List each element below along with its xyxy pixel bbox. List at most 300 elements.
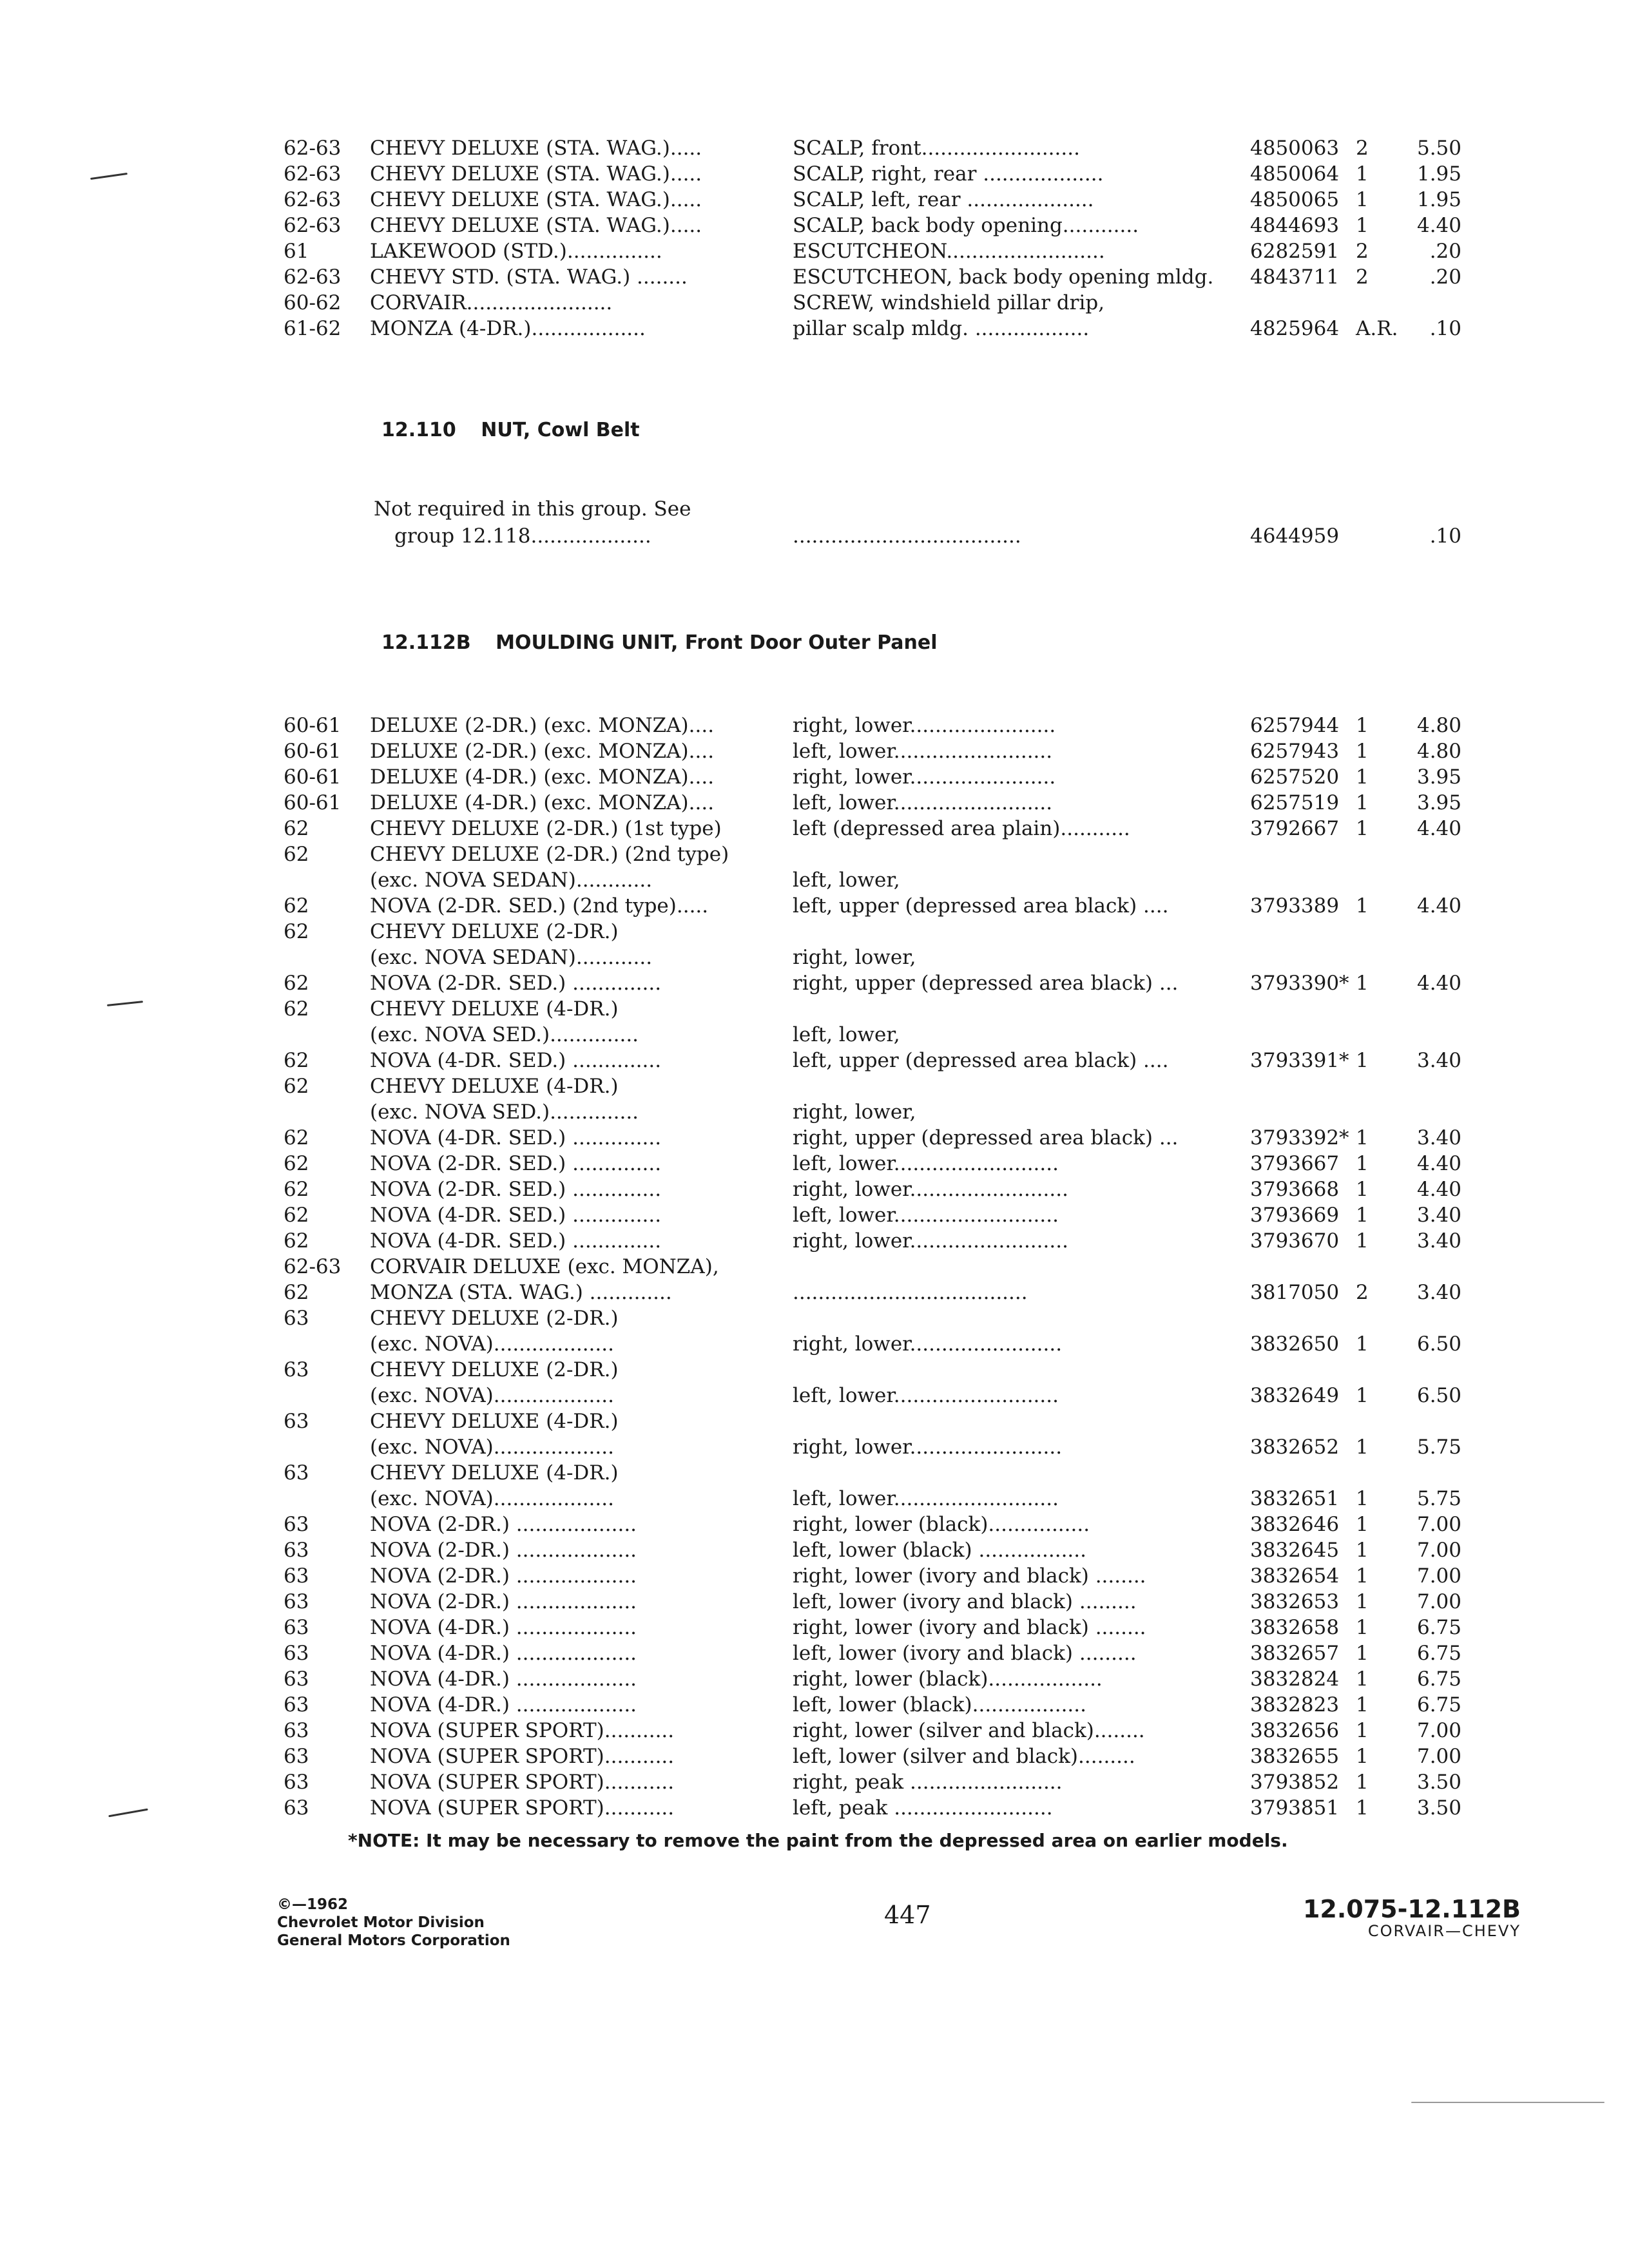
model-cell: DELUXE (4-DR.) (exc. MONZA).... [370,765,715,789]
quantity-cell: 2 [1356,240,1369,263]
model-cell: NOVA (SUPER SPORT)........... [370,1796,675,1820]
part-number-cell: 6257943 [1250,740,1340,763]
model-cell: MONZA (STA. WAG.) ............. [370,1281,672,1304]
price-cell: 6.75 [1416,1642,1461,1665]
model-cell: NOVA (SUPER SPORT)........... [370,1719,675,1742]
table-row [0,1305,1629,1331]
year-cell: 62-63 [284,162,342,186]
model-cell: DELUXE (2-DR.) (exc. MONZA).... [370,714,715,737]
quantity-cell: 1 [1356,1667,1369,1691]
model-cell: NOVA (2-DR.) ................... [370,1513,637,1536]
description-cell: ESCUTCHEON......................... [793,240,1105,263]
description-cell: left, lower......................... [793,740,1053,763]
year-cell: 60-61 [284,791,342,814]
part-number-cell: 4850064 [1250,162,1340,186]
description-cell: SCREW, windshield pillar drip, [793,291,1105,314]
part-number-cell: 3832646 [1250,1513,1340,1536]
table-row [0,841,1629,867]
year-cell: 62 [284,972,309,995]
year-cell: 60-61 [284,714,342,737]
part-number-cell: 3793669 [1250,1204,1340,1227]
description-cell: right, lower......................... [793,1229,1068,1253]
table-row [0,1331,1629,1357]
series-name: CORVAIR—CHEVY [1367,1922,1521,1940]
table-row [0,161,1629,187]
part-number-cell: 3793391* [1250,1049,1349,1072]
model-cell: CHEVY DELUXE (4-DR.) [370,1461,619,1485]
description-cell: left, upper (depressed area black) .... [793,1049,1169,1072]
year-cell: 62 [284,817,309,840]
year-cell: 62 [284,1152,309,1175]
section-number: 12.110 [381,419,456,441]
table-row [0,1795,1629,1821]
table-row [0,738,1629,764]
year-cell: 63 [284,1667,309,1691]
model-cell: CORVAIR....................... [370,291,613,314]
model-cell: NOVA (4-DR. SED.) .............. [370,1049,662,1072]
description-cell: SCALP, back body opening............ [793,214,1139,237]
year-cell: 62 [284,1049,309,1072]
part-number-cell: 6257519 [1250,791,1340,814]
model-cell: (exc. NOVA)................... [370,1332,614,1356]
year-cell: 63 [284,1693,309,1716]
part-number-cell: 4825964 [1250,317,1340,340]
model-cell: CHEVY DELUXE (2-DR.) (2nd type) [370,843,729,866]
price-cell: .10 [1429,317,1461,340]
description-cell: right, peak ........................ [793,1771,1063,1794]
quantity-cell: 1 [1356,1204,1369,1227]
model-cell: NOVA (2-DR.) ................... [370,1539,637,1562]
description-cell: SCALP, front......................... [793,137,1080,160]
table-row [0,1125,1629,1151]
table-row [0,1048,1629,1073]
part-number-cell: 3832658 [1250,1616,1340,1639]
price-cell: 3.40 [1416,1126,1461,1149]
model-cell: DELUXE (4-DR.) (exc. MONZA).... [370,791,715,814]
description-cell: left, lower (black).................. [793,1693,1086,1716]
year-cell: 60-61 [284,740,342,763]
price-cell: 4.40 [1416,972,1461,995]
description-cell: left, lower (black) ................. [793,1539,1086,1562]
quantity-cell: 1 [1356,1539,1369,1562]
table-row [0,945,1629,970]
description-cell: right, upper (depressed area black) ... [793,972,1179,995]
description-cell: left, upper (depressed area black) .... [793,894,1169,918]
table-row [0,764,1629,790]
description-cell: left, lower.......................... [793,1152,1059,1175]
table-row [0,1769,1629,1795]
table-row [0,996,1629,1022]
price-cell: 6.50 [1416,1384,1461,1407]
price-cell: 7.00 [1416,1719,1461,1742]
table-row [0,1357,1629,1383]
model-cell: CHEVY DELUXE (2-DR.) (1st type) [370,817,722,840]
quantity-cell: 1 [1356,1745,1369,1768]
description-cell: right, lower........................ [793,1332,1063,1356]
description-cell: left, lower (silver and black)......... [793,1745,1135,1768]
part-price: .10 [1429,524,1461,548]
part-number-cell: 3793667 [1250,1152,1340,1175]
table-row [0,1177,1629,1202]
year-cell: 62 [284,1075,309,1098]
model-cell: (exc. NOVA)................... [370,1436,614,1459]
quantity-cell: 1 [1356,1513,1369,1536]
table-row [0,1666,1629,1692]
part-number-cell: 3832650 [1250,1332,1340,1356]
model-cell: CHEVY DELUXE (2-DR.) [370,1307,619,1330]
price-cell: .20 [1429,265,1461,289]
model-cell: NOVA (4-DR.) ................... [370,1616,637,1639]
part-number-cell: 3793390* [1250,972,1349,995]
quantity-cell: 2 [1356,1281,1369,1304]
model-cell: NOVA (SUPER SPORT)........... [370,1771,675,1794]
model-cell: NOVA (2-DR. SED.) (2nd type)..... [370,894,709,918]
description-cell: ESCUTCHEON, back body opening mldg. [793,265,1214,289]
model-cell: CHEVY DELUXE (STA. WAG.)..... [370,188,702,211]
year-cell: 62 [284,997,309,1021]
model-cell: CHEVY DELUXE (4-DR.) [370,1410,619,1433]
model-cell: CHEVY STD. (STA. WAG.) ........ [370,265,688,289]
section-number: 12.112B [381,631,471,654]
year-cell: 61 [284,240,309,263]
table-row [0,1460,1629,1486]
description-cell: right, lower (ivory and black) ........ [793,1616,1146,1639]
table-row [0,1589,1629,1615]
table-row [0,1151,1629,1177]
table-row [0,1434,1629,1460]
table-row [0,187,1629,213]
model-cell: NOVA (2-DR.) ................... [370,1564,637,1588]
model-cell: CHEVY DELUXE (2-DR.) [370,1358,619,1381]
year-cell: 62 [284,1281,309,1304]
price-cell: 4.40 [1416,1152,1461,1175]
footer-group-info [1303,1896,1521,1939]
model-cell: NOVA (SUPER SPORT)........... [370,1745,675,1768]
quantity-cell: 1 [1356,1771,1369,1794]
footnote: *NOTE: It may be necessary to remove the paint from the depressed area on earlier models. [348,1830,1288,1851]
copyright-text: ©—1962 [277,1896,349,1913]
part-number-cell: 3832645 [1250,1539,1340,1562]
year-cell: 63 [284,1513,309,1536]
part-number-cell: 3832654 [1250,1564,1340,1588]
description-cell: right, lower......................... [793,1178,1068,1201]
table-row [0,1718,1629,1744]
year-cell: 62-63 [284,137,342,160]
table-row [0,1073,1629,1099]
year-cell: 63 [284,1539,309,1562]
description-cell: left, lower (ivory and black) ......... [793,1642,1137,1665]
model-cell: CHEVY DELUXE (STA. WAG.)..... [370,137,702,160]
price-cell: 4.40 [1416,817,1461,840]
year-cell: 63 [284,1358,309,1381]
group-note-line-2: group 12.118................... [394,524,651,548]
part-number-cell: 3817050 [1250,1281,1340,1304]
section-heading-cowl-belt-nut [381,419,640,441]
model-cell: (exc. NOVA SED.).............. [370,1100,639,1124]
model-cell: NOVA (4-DR.) ................... [370,1642,637,1665]
price-cell: 3.95 [1416,791,1461,814]
year-cell: 62 [284,843,309,866]
description-cell: pillar scalp mldg. .................. [793,317,1090,340]
table-row [0,213,1629,238]
year-cell: 62 [284,1178,309,1201]
part-number-cell: 4844693 [1250,214,1340,237]
part-number-cell: 3793392* [1250,1126,1349,1149]
year-cell: 62 [284,894,309,918]
quantity-cell: 1 [1356,1332,1369,1356]
year-cell: 62-63 [284,214,342,237]
quantity-cell: 1 [1356,1229,1369,1253]
model-cell: LAKEWOOD (STD.)............... [370,240,662,263]
table-row [0,919,1629,945]
part-number-cell: 3793670 [1250,1229,1340,1253]
description-cell: right, lower, [793,1100,916,1124]
part-number-cell: 3832651 [1250,1487,1340,1510]
table-row [0,135,1629,161]
quantity-cell: 1 [1356,765,1369,789]
quantity-cell: 2 [1356,265,1369,289]
price-cell: 3.50 [1416,1771,1461,1794]
description-cell: right, lower....................... [793,765,1056,789]
year-cell: 61-62 [284,317,342,340]
model-cell: DELUXE (2-DR.) (exc. MONZA).... [370,740,715,763]
description-cell: ..................................... [793,1281,1028,1304]
price-cell: 6.50 [1416,1332,1461,1356]
description-cell: right, lower, [793,946,916,969]
price-cell: 1.95 [1416,188,1461,211]
price-cell: 3.40 [1416,1204,1461,1227]
part-number-cell: 3832649 [1250,1384,1340,1407]
model-cell: (exc. NOVA SED.).............. [370,1023,639,1046]
quantity-cell: 1 [1356,1564,1369,1588]
table-row [0,816,1629,841]
year-cell: 63 [284,1796,309,1820]
model-cell: CHEVY DELUXE (2-DR.) [370,920,619,943]
price-cell: 7.00 [1416,1745,1461,1768]
year-cell: 62 [284,1204,309,1227]
description-cell: left, lower, [793,1023,900,1046]
year-cell: 63 [284,1590,309,1613]
part-number-cell: 6257520 [1250,765,1340,789]
part-number-cell: 3793668 [1250,1178,1340,1201]
price-cell: 6.75 [1416,1667,1461,1691]
part-number-cell: 3832823 [1250,1693,1340,1716]
table-row [0,867,1629,893]
year-cell: 63 [284,1719,309,1742]
price-cell: 7.00 [1416,1513,1461,1536]
model-cell: NOVA (4-DR. SED.) .............. [370,1126,662,1149]
margin-mark [1411,2102,1605,2103]
part-number-cell: 3832657 [1250,1642,1340,1665]
price-cell: 7.00 [1416,1590,1461,1613]
corporation-text: General Motors Corporation [277,1932,510,1949]
price-cell: 3.40 [1416,1281,1461,1304]
model-cell: (exc. NOVA)................... [370,1487,614,1510]
model-cell: MONZA (4-DR.).................. [370,317,646,340]
year-cell: 63 [284,1642,309,1665]
description-cell: right, lower (silver and black)........ [793,1719,1145,1742]
price-cell: 4.40 [1416,214,1461,237]
quantity-cell: 2 [1356,137,1369,160]
model-cell: CHEVY DELUXE (STA. WAG.)..... [370,214,702,237]
model-cell: NOVA (4-DR.) ................... [370,1667,637,1691]
page-number: 447 [884,1901,931,1929]
part-number-cell: 3793851 [1250,1796,1340,1820]
model-cell: CORVAIR DELUXE (exc. MONZA), [370,1255,719,1278]
description-cell: left, lower......................... [793,791,1053,814]
price-cell: 3.40 [1416,1229,1461,1253]
table-row [0,1254,1629,1280]
quantity-cell: 1 [1356,162,1369,186]
table-row [0,893,1629,919]
part-number-cell: 6257944 [1250,714,1340,737]
price-cell: 7.00 [1416,1564,1461,1588]
description-cell: left, lower, [793,869,900,892]
table-row [0,1202,1629,1228]
description-cell: SCALP, right, rear ................... [793,162,1104,186]
year-cell: 62 [284,1126,309,1149]
quantity-cell: 1 [1356,1616,1369,1639]
table-row [0,1280,1629,1305]
table-row [0,1486,1629,1512]
model-cell: NOVA (4-DR. SED.) .............. [370,1229,662,1253]
model-cell: CHEVY DELUXE (STA. WAG.)..... [370,162,702,186]
table-row [0,264,1629,290]
table-row [0,290,1629,316]
price-cell: 4.80 [1416,740,1461,763]
price-cell: .20 [1429,240,1461,263]
description-cell: left, lower.......................... [793,1487,1059,1510]
year-cell: 63 [284,1307,309,1330]
description-cell: left, lower.......................... [793,1204,1059,1227]
division-text: Chevrolet Motor Division [277,1914,485,1931]
price-cell: 6.75 [1416,1693,1461,1716]
price-cell: 7.00 [1416,1539,1461,1562]
quantity-cell: 1 [1356,1049,1369,1072]
section-title: NUT, Cowl Belt [481,419,640,441]
quantity-cell: 1 [1356,1642,1369,1665]
part-number-cell: 3832824 [1250,1667,1340,1691]
table-row [0,970,1629,996]
year-cell: 63 [284,1771,309,1794]
table-row [0,1744,1629,1769]
part-number-cell: 3793389 [1250,894,1340,918]
quantity-cell: 1 [1356,1590,1369,1613]
quantity-cell: A.R. [1356,317,1398,340]
table-row [0,1228,1629,1254]
quantity-cell: 1 [1356,817,1369,840]
table-row [0,1537,1629,1563]
table-row [0,1099,1629,1125]
year-cell: 60-62 [284,291,342,314]
quantity-cell: 1 [1356,1126,1369,1149]
price-cell: 5.75 [1416,1436,1461,1459]
description-cell: left, peak ......................... [793,1796,1053,1820]
quantity-cell: 1 [1356,188,1369,211]
year-cell: 62 [284,1229,309,1253]
part-number-cell: 3832656 [1250,1719,1340,1742]
description-cell: right, lower........................ [793,1436,1063,1459]
table-row [0,1408,1629,1434]
footer-publisher [277,1896,510,1950]
price-cell: 4.80 [1416,714,1461,737]
year-cell: 62-63 [284,265,342,289]
description-cell: right, upper (depressed area black) ... [793,1126,1179,1149]
table-row [0,238,1629,264]
description-cell: left, lower (ivory and black) ......... [793,1590,1137,1613]
year-cell: 62 [284,920,309,943]
part-number-cell: 3792667 [1250,817,1340,840]
group-note-row [0,523,1629,549]
year-cell: 63 [284,1410,309,1433]
price-cell: 5.50 [1416,137,1461,160]
year-cell: 62-63 [284,1255,342,1278]
part-number-cell: 6282591 [1250,240,1340,263]
quantity-cell: 1 [1356,791,1369,814]
year-cell: 63 [284,1461,309,1485]
description-cell: right, lower....................... [793,714,1056,737]
model-cell: NOVA (4-DR.) ................... [370,1693,637,1716]
year-cell: 60-61 [284,765,342,789]
part-number-cell: 3793852 [1250,1771,1340,1794]
year-cell: 63 [284,1616,309,1639]
price-cell: 3.40 [1416,1049,1461,1072]
table-row [0,1383,1629,1408]
quantity-cell: 1 [1356,972,1369,995]
table-row [0,1615,1629,1640]
year-cell: 62-63 [284,188,342,211]
part-number-cell: 4850065 [1250,188,1340,211]
price-cell: 3.50 [1416,1796,1461,1820]
model-cell: (exc. NOVA SEDAN)............ [370,869,653,892]
description-cell: right, lower (ivory and black) ........ [793,1564,1146,1588]
price-cell: 1.95 [1416,162,1461,186]
quantity-cell: 1 [1356,1152,1369,1175]
quantity-cell: 1 [1356,1384,1369,1407]
part-number-cell: 4843711 [1250,265,1340,289]
model-cell: NOVA (2-DR. SED.) .............. [370,1152,662,1175]
group-range: 12.075-12.112B [1302,1895,1521,1923]
quantity-cell: 1 [1356,1487,1369,1510]
quantity-cell: 1 [1356,1693,1369,1716]
group-note-line-1: Not required in this group. See [374,497,691,521]
price-cell: 5.75 [1416,1487,1461,1510]
quantity-cell: 1 [1356,214,1369,237]
quantity-cell: 1 [1356,1436,1369,1459]
model-cell: (exc. NOVA SEDAN)............ [370,946,653,969]
description-cell: left (depressed area plain)........... [793,817,1130,840]
table-row [0,1563,1629,1589]
model-cell: (exc. NOVA)................... [370,1384,614,1407]
quantity-cell: 1 [1356,1796,1369,1820]
part-number-cell: 3832655 [1250,1745,1340,1768]
table-row [0,1022,1629,1048]
table-row [0,316,1629,341]
model-cell: CHEVY DELUXE (4-DR.) [370,997,619,1021]
part-number-cell: 4850063 [1250,137,1340,160]
description-cell: left, lower.......................... [793,1384,1059,1407]
model-cell: NOVA (2-DR.) ................... [370,1590,637,1613]
price-cell: 4.40 [1416,1178,1461,1201]
part-description: .................................... [793,524,1021,548]
quantity-cell: 1 [1356,1178,1369,1201]
quantity-cell: 1 [1356,740,1369,763]
section-title: MOULDING UNIT, Front Door Outer Panel [496,631,938,654]
price-cell: 3.95 [1416,765,1461,789]
model-cell: CHEVY DELUXE (4-DR.) [370,1075,619,1098]
model-cell: NOVA (2-DR. SED.) .............. [370,1178,662,1201]
quantity-cell: 1 [1356,714,1369,737]
